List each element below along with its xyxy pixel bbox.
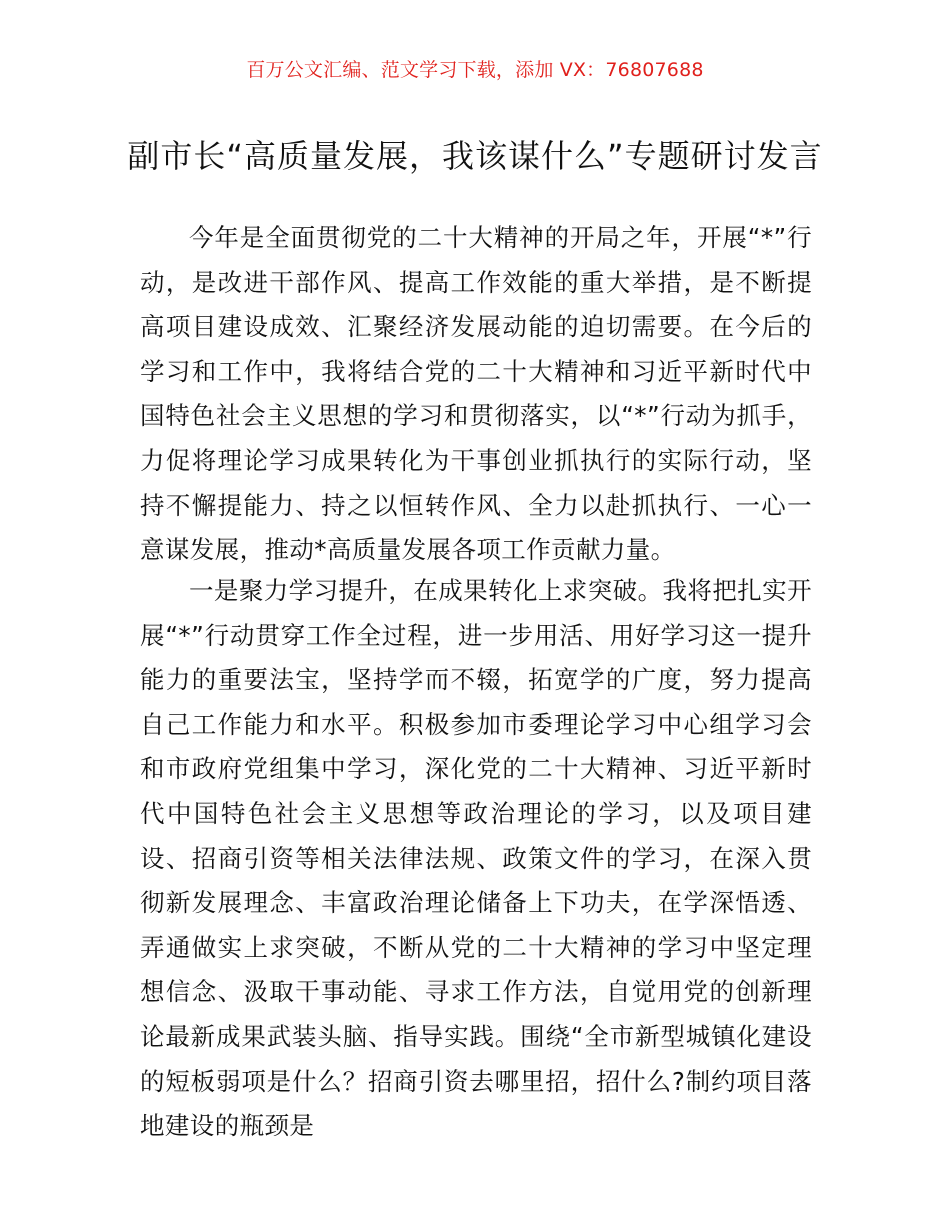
document-title: 副市长“高质量发展，我该谋什么”专题研讨发言 <box>127 137 823 176</box>
paragraph-intro: 今年是全面贯彻党的二十大精神的开局之年，开展“*”行动，是改进干部作风、提高工作效能的重大举措，是不断提高项目建设成效、汇聚经济发展动能的迫切需要。在今后的学习和工作中，我将结合党的二十大精神和习近平新时代中国特色社会主义思想的学习和贯彻落实，以“*”行动为抓手，力促将理论学习成果转化为干事创业抓执行的实际行动，坚持不懈提能力、持之以恒转作风、全力以赴抓执行、一心一意谋发展，推动*高质量发展各项工作贡献力量。 <box>140 223 812 565</box>
watermark-banner: 百万公文汇编、范文学习下载，添加 VX：76807688 <box>246 59 704 81</box>
paragraph-point-one: 一是聚力学习提升，在成果转化上求突破。我将把扎实开展“*”行动贯穿工作全过程，进一步用活、用好学习这一提升能力的重要法宝，坚持学而不辍，拓宽学的广度，努力提高自己工作能力和水平。积极参加市委理论学习中心组学习会和市政府党组集中学习，深化党的二十大精神、习近平新时代中国特色社会主义思想等政治理论的学习，以及项目建设、招商引资等相关法律法规、政策文件的学习，在深入贯彻新发展理念、丰富政治理论储备上下功夫，在学深悟透、弄通做实上求突破，不断从党的二十大精神的学习中坚定理想信念、汲取干事动能、寻求工作方法，自觉用党的创新理论最新成果武装头脑、指导实践。围绕“全市新型城镇化建设的短板弱项是什么？招商引资去哪里招，招什么?制约项目落地建设的瓶颈是 <box>140 576 812 1141</box>
